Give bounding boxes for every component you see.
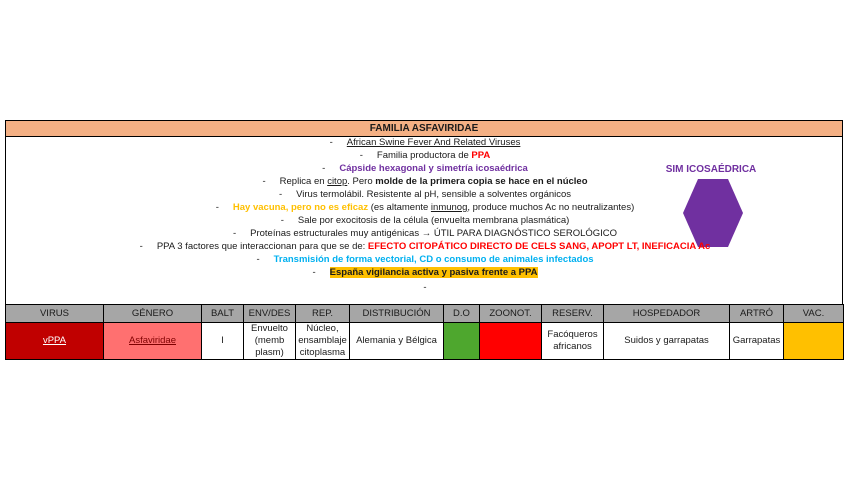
cell-distribucion: Alemania y Bélgica: [350, 323, 444, 360]
note-line-11: - España vigilancia activa y pasiva frente a PPA: [312, 267, 538, 278]
note-line-4: - Replica en citop. Pero molde de la primera copia se hace en el núcleo: [262, 176, 588, 187]
sim-label: SIM ICOSAÉDRICA: [665, 164, 757, 175]
cell-artro: Garrapatas: [730, 323, 784, 360]
table-header-row: [6, 305, 844, 323]
note-line-5: - Virus termolábil. Resistente al pH, sensible a solventes orgánicos: [278, 189, 572, 200]
header-zoonot: ZOONOT.: [480, 305, 542, 323]
notes-block: [5, 137, 843, 304]
cell-do: [444, 323, 480, 360]
cell-balt: I: [202, 323, 244, 360]
note-line-8: - Proteínas estructurales muy antigénicas → ÚTIL PARA DIAGNÓSTICO SEROLÓGICO: [232, 228, 618, 239]
cell-virus: vPPA: [6, 323, 104, 360]
note-line-10: - Transmisión de forma vectorial, CD o consumo de animales infectados: [256, 254, 594, 265]
note-line-6: - Hay vacuna, pero no es eficaz (es altamente inmunog, produce muchos Ac no neutralizantes): [215, 202, 635, 213]
header-virus: VIRUS: [6, 305, 104, 323]
cell-reserv: Facóqueros africanos: [542, 323, 604, 360]
note-line-2: - Familia productora de PPA: [359, 150, 491, 161]
header-distribucion: DISTRIBUCIÓN: [350, 305, 444, 323]
note-line-1: - African Swine Fever And Related Viruses: [329, 137, 521, 148]
summary-sheet: [5, 120, 843, 360]
cell-vac: [784, 323, 844, 360]
note-line-9: - PPA 3 factores que interaccionan para que se de: EFECTO CITOPÁTICO DIRECTO DE CELS SANG, APOPT LT, INEFICACIA Ac: [139, 241, 711, 252]
header-vac: VAC.: [784, 305, 844, 323]
cell-genero: Asfaviridae: [104, 323, 202, 360]
header-reserv: RESERV.: [542, 305, 604, 323]
virus-table: [5, 304, 844, 360]
header-do: D.O: [444, 305, 480, 323]
header-rep: REP.: [296, 305, 350, 323]
cell-hospedador: Suidos y garrapatas: [604, 323, 730, 360]
table-row: [6, 323, 844, 360]
header-balt: BALT: [202, 305, 244, 323]
note-line-3: - Cápside hexagonal y simetría icosaédrica: [322, 163, 528, 174]
note-line-12: -: [423, 282, 427, 293]
note-line-7: - Sale por exocitosis de la célula (envuelta membrana plasmática): [280, 215, 570, 226]
header-env: ENV/DES: [244, 305, 296, 323]
header-artro: ARTRÓ: [730, 305, 784, 323]
cell-zoonot: [480, 323, 542, 360]
cell-env: Envuelto (memb plasm): [244, 323, 296, 360]
family-title: FAMILIA ASFAVIRIDAE: [5, 120, 843, 137]
header-hospedador: HOSPEDADOR: [604, 305, 730, 323]
cell-rep: Núcleo, ensamblaje citoplasma: [296, 323, 350, 360]
header-genero: GÉNERO: [104, 305, 202, 323]
